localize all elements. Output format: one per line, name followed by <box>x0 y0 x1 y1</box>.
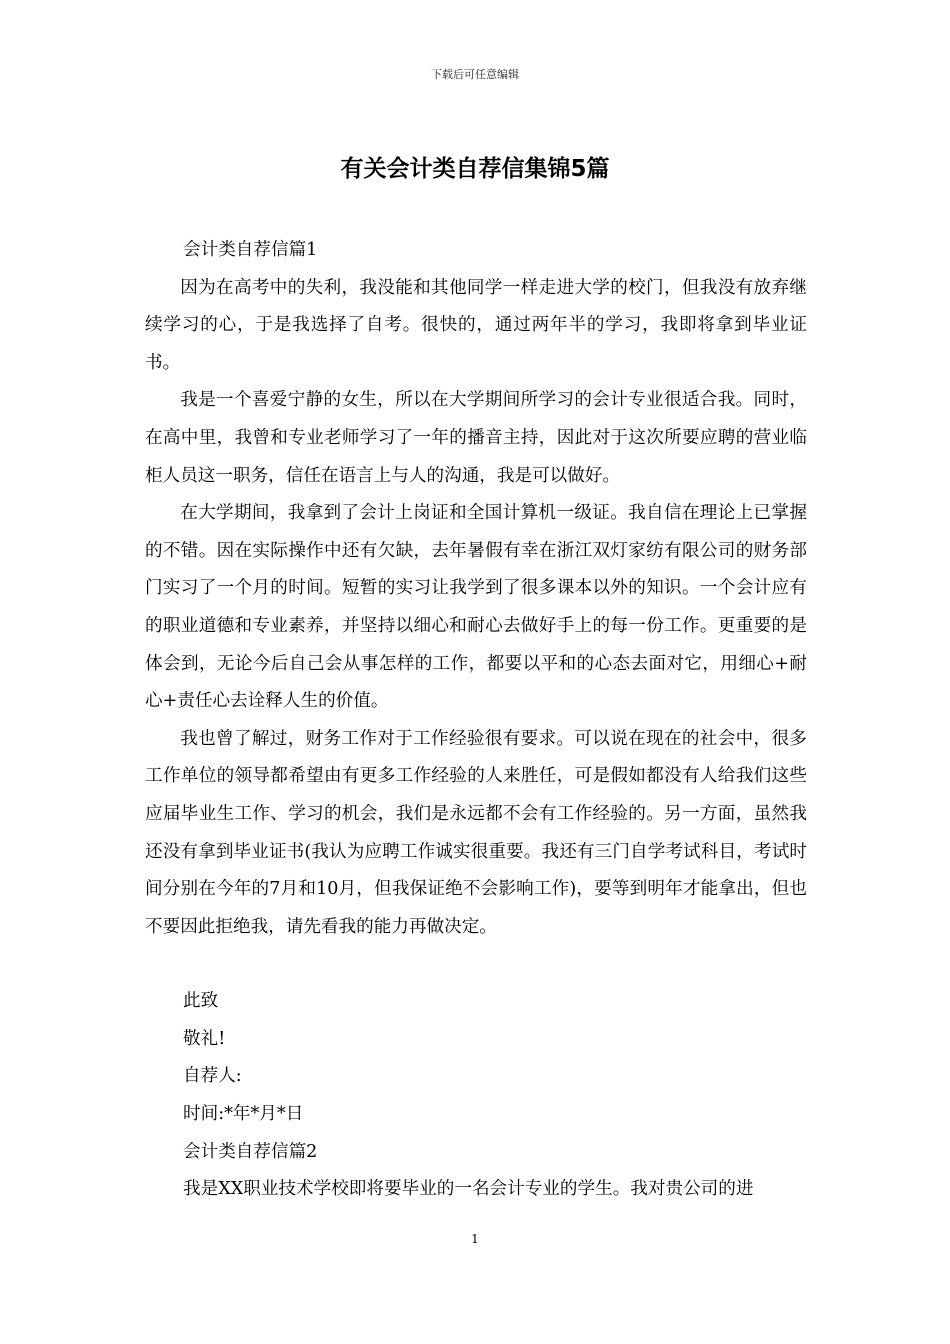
blank-line <box>145 946 807 983</box>
section-heading-1: 会计类自荐信篇1 <box>183 240 318 260</box>
paragraph-2: 我是一个喜爱宁静的女生，所以在大学期间所学习的会计专业很适合我。同时，在高中里，我曾和专业老师学习了一年的播音主持，因此对于这次所要应聘的营业临柜人员这一职务，信任在语言上与人的沟通，我是可以做好。 <box>145 390 807 486</box>
closing-regards: 敬礼! <box>183 1028 226 1049</box>
closing-salutation: 此致 <box>183 991 219 1012</box>
page-header: 下载后可任意编辑 <box>431 68 519 81</box>
page-number: 1 <box>471 1232 479 1246</box>
date-line: 时间:*年*月*日 <box>183 1104 304 1125</box>
paragraph-3: 在大学期间，我拿到了会计上岗证和全国计算机一级证。我自信在理论上已掌握的不错。因在实际操作中还有欠缺，去年暑假有幸在浙江双灯家纺有限公司的财务部门实习了一个月的时间。短暂的实习让我学到了很多课本以外的知识。一个会计应有的职业道德和专业素养，并坚持以细心和耐心去做好手上的每一份工作。更重要的是体会到，无论今后自己会从事怎样的工作，都要以平和的心态去面对它，用细心+耐心+责任心去诠释人生的价值。 <box>145 503 807 712</box>
signer-label: 自荐人: <box>183 1066 242 1087</box>
section-heading-2: 会计类自荐信篇2 <box>183 1141 318 1162</box>
section-2-first-line: 我是XX职业技术学校即将要毕业的一名会计专业的学生。我对贵公司的进 <box>183 1179 754 1200</box>
paragraph-4: 我也曾了解过，财务工作对于工作经验很有要求。可以说在现在的社会中，很多工作单位的领导都希望由有更多工作经验的人来胜任，可是假如都没有人给我们这些应届毕业生工作、学习的机会，我们是永远都不会有工作经验的。另一方面，虽然我还没有拿到毕业证书(我认为应聘工作诚实很重要。我还有三门自学考试科目，考试时间分别在今年的7月和10月，但我保证绝不会影响工作)，要等到明年才能拿出，但也不要因此拒绝我，请先看我的能力再做决定。 <box>145 728 807 937</box>
document-body <box>145 232 807 1209</box>
paragraph-1: 因为在高考中的失利，我没能和其他同学一样走进大学的校门，但我没有放弃继续学习的心，于是我选择了自考。很快的，通过两年半的学习，我即将拿到毕业证书。 <box>145 277 807 373</box>
document-title: 有关会计类自荐信集锦5篇 <box>340 156 610 182</box>
